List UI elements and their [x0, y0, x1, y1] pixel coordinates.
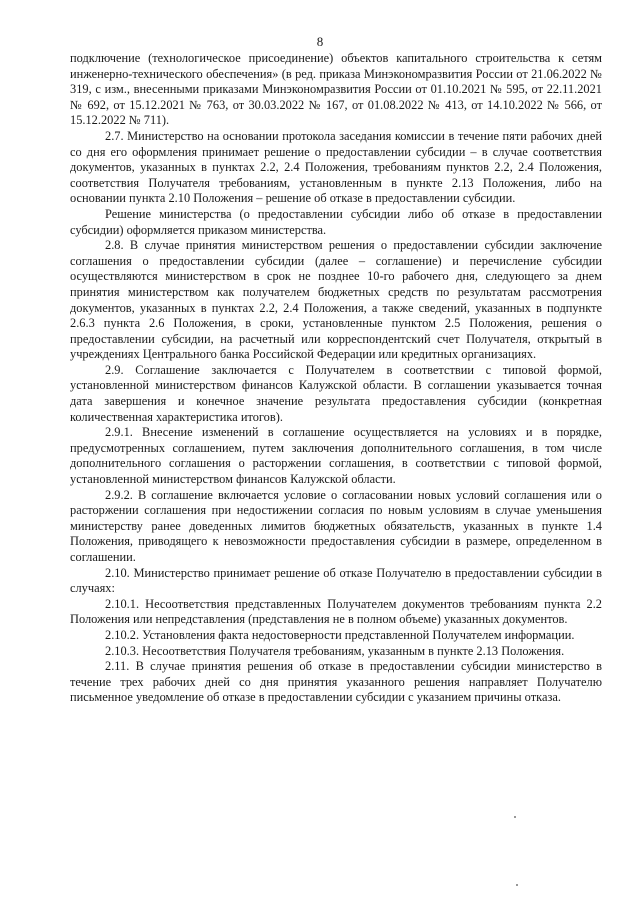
paragraph-2-10: 2.10. Министерство принимает решение об отказе Получателю в предоставлении субсидии в случаях: — [70, 565, 602, 596]
page-number: 8 — [316, 34, 324, 49]
paragraph-continuation: подключение (технологическое присоединение) объектов капитального строительства к сетям инженерно-технического обеспечения» (в ред. приказа Минэкономразвития России от 21.06.2022 № 319, с изм., внесенными приказами Минэкономразвития России от 01.10.2021 № 595, от 22.11.2021 № 692, от 15.12.2021 № 763, от 30.03.2022 № 167, от 01.08.2022 № 413, от 14.10.2022 № 566, от 15.12.2022 № 711). — [70, 51, 602, 128]
paragraph-decision-order: Решение министерства (о предоставлении субсидии либо об отказе в предоставлении субсидии) оформляется приказом министерства. — [70, 206, 602, 237]
paragraph-2-7: 2.7. Министерство на основании протокола заседания комиссии в течение пяти рабочих дней со дня его оформления принимает решение о предоставлении субсидии – в случае соответствия документов, указанных в пунктах 2.2, 2.4 Положения, требованиям пунктов 2.2, 2.4 Положения, соответствия Получателя требованиям, установленным в пункте 2.13 Положения, либо на основании пункта 2.10 Положения – решение об отказе в предоставлении субсидии. — [70, 128, 602, 206]
scan-speck — [514, 816, 516, 818]
paragraph-2-9-2: 2.9.2. В соглашение включается условие о согласовании новых условий соглашения или о расторжении соглашения при недостижении согласия по новым условиям в случае уменьшения министерству ранее доведенных лимитов бюджетных обязательств, указанных в пункте 1.4 Положения, приводящего к невозможности предоставления субсидии в размере, определенном в соглашении. — [70, 487, 602, 564]
paragraph-2-10-2: 2.10.2. Установления факта недостоверности представленной Получателем информации. — [105, 627, 575, 642]
paragraph-2-9-1: 2.9.1. Внесение изменений в соглашение осуществляется на условиях и в порядке, предусмотренных соглашением, путем заключения дополнительного соглашения, в том числе дополнительного соглашения о расторжении соглашения, в соответствии с типовой формой, установленной министерством финансов Калужской области. — [70, 425, 602, 487]
paragraph-2-10-1: 2.10.1. Несоответствия представленных Получателем документов требованиям пункта 2.2 Положения или непредставления (представления не в полном объеме) указанных документов. — [70, 596, 602, 627]
document-body — [70, 51, 602, 706]
paragraph-2-9: 2.9. Соглашение заключается с Получателем в соответствии с типовой формой, установленной министерством финансов Калужской области. В соглашении указывается точная дата завершения и конечное значение результата предоставления субсидии (конкретная количественная характеристика итогов). — [70, 362, 602, 424]
paragraph-2-11: 2.11. В случае принятия решения об отказе в предоставлении субсидии министерство в течение трех рабочих дней со дня принятия указанного решения направляет Получателю письменное уведомление об отказе в предоставлении субсидии с указанием причины отказа. — [70, 659, 602, 705]
paragraph-2-8: 2.8. В случае принятия министерством решения о предоставлении субсидии заключение соглашения о предоставлении субсидии (далее – соглашение) и перечисление субсидии осуществляются министерством в срок не позднее 10-го рабочего дня, следующего за днем принятия министерством как получателем бюджетных средств по результатам рассмотрения документов, указанных в пунктах 2.2, 2.4 Положения, а также сведений, указанных в подпункте 2.6.3 пункта 2.6 Положения, в сроки, установленные пунктом 2.5 Положения, решения о предоставлении субсидии, на расчетный или корреспондентский счет Получателя, открытый в учреждениях Центрального банка Российской Федерации или кредитных организациях. — [70, 238, 602, 362]
scan-speck — [516, 884, 518, 886]
paragraph-2-10-3: 2.10.3. Несоответствия Получателя требованиям, указанным в пункте 2.13 Положения. — [105, 643, 565, 658]
